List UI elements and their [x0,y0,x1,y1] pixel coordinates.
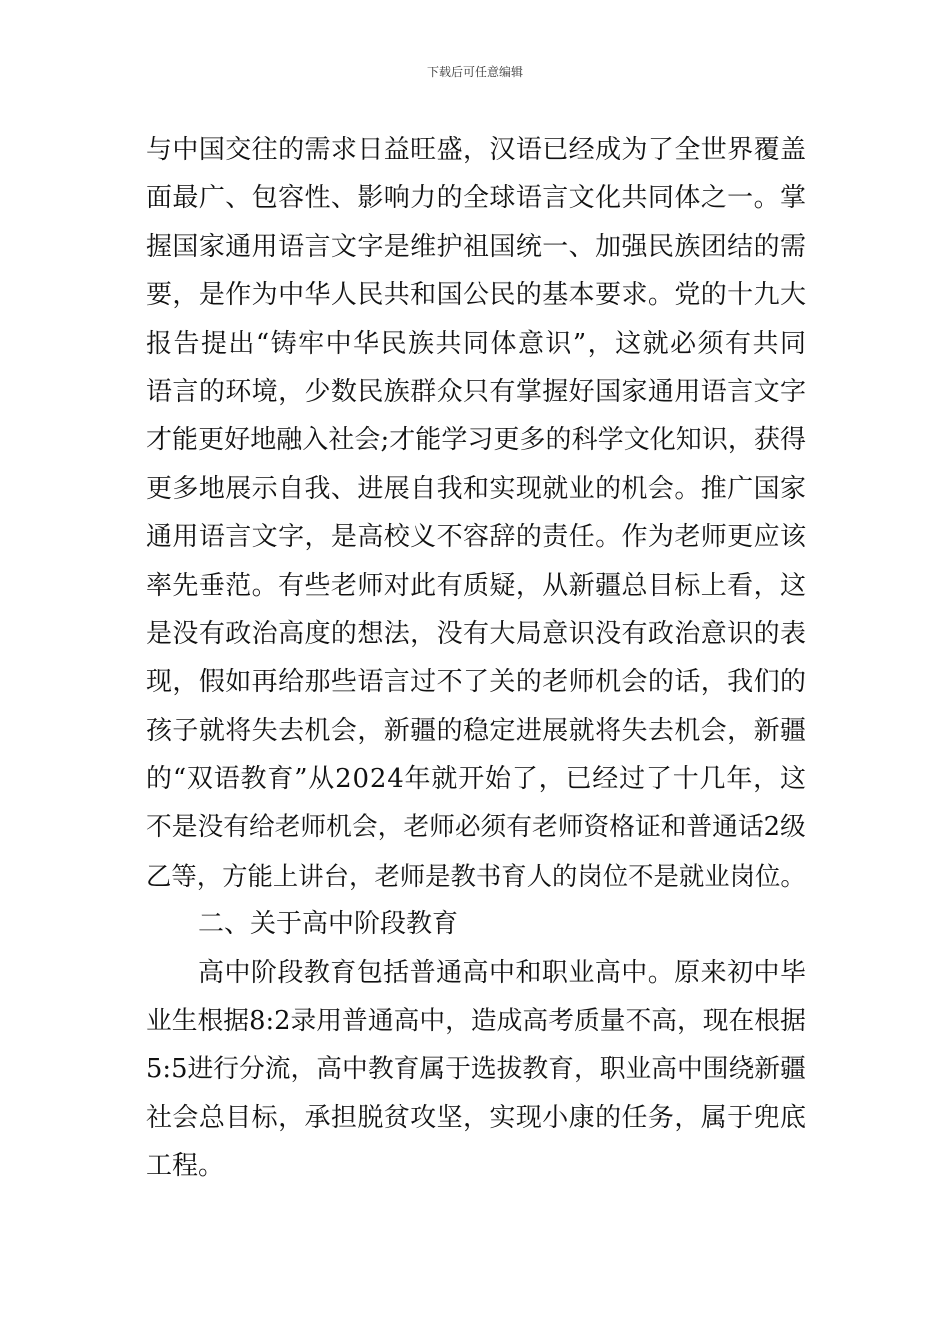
text-line: 才能更好地融入社会;才能学习更多的科学文化知识，获得 [146,425,807,456]
text-line: 工程。 [146,1151,225,1182]
text-line: 与中国交往的需求日益旺盛，汉语已经成为了全世界覆盖 [146,135,807,165]
text-line: 的“双语教育”从2024年就开始了，已经过了十几年，这 [146,764,807,795]
text-line: 业生根据8:2录用普通高中，造成高考质量不高，现在根据 [146,1006,806,1037]
text-line: 握国家通用语言文字是维护祖国统一、加强民族团结的需 [146,231,807,262]
text-line: 高中阶段教育包括普通高中和职业高中。原来初中毕 [198,957,807,988]
text-line: 二、关于高中阶段教育 [198,909,459,940]
text-line: 5:5进行分流，高中教育属于选拔教育，职业高中围绕新疆 [146,1054,806,1085]
document-body [146,126,806,1191]
text-line: 现，假如再给那些语言过不了关的老师机会的话，我们的 [146,667,807,698]
text-line: 不是没有给老师机会，老师必须有老师资格证和普通话2级 [146,812,806,843]
text-line: 更多地展示自我、进展自我和实现就业的机会。推广国家 [146,473,807,504]
text-line: 率先垂范。有些老师对此有质疑，从新疆总目标上看，这 [146,570,807,601]
text-line: 是没有政治高度的想法，没有大局意识没有政治意识的表 [146,618,807,649]
page-header: 下载后可任意编辑 [426,65,523,79]
text-line: 乙等，方能上讲台，老师是教书育人的岗位不是就业岗位。 [146,860,806,891]
text-line: 孩子就将失去机会，新疆的稳定进展就将失去机会，新疆 [146,715,807,746]
text-line: 通用语言文字，是高校义不容辞的责任。作为老师更应该 [146,522,807,553]
text-line: 社会总目标，承担脱贫攻坚，实现小康的任务，属于兜底 [146,1102,807,1133]
text-line: 面最广、包容性、影响力的全球语言文化共同体之一。掌 [146,183,807,214]
text-line: 要，是作为中华人民共和国公民的基本要求。党的十九大 [146,280,807,311]
text-line: 报告提出“铸牢中华民族共同体意识”，这就必须有共同 [146,328,808,359]
text-line: 语言的环境，少数民族群众只有掌握好国家通用语言文字 [146,376,807,407]
